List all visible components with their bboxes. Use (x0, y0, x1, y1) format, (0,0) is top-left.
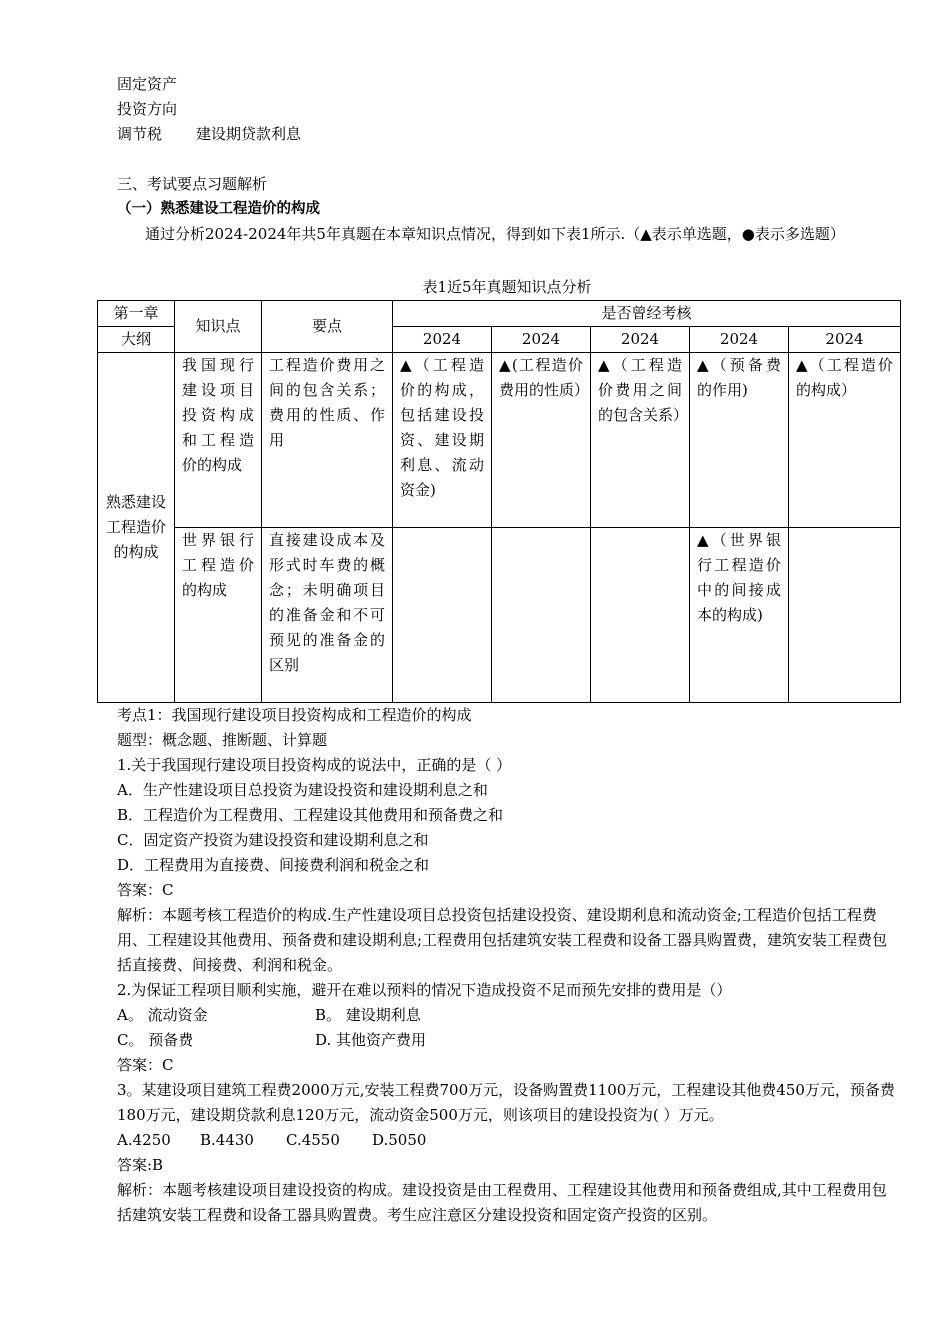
row-year-cell: ▲（工程造价的构成） (789, 353, 901, 528)
row-year-cell (591, 528, 690, 703)
q1-option: D．工程费用为直接费、间接费利润和税金之和 (117, 856, 430, 874)
q2-options-row (117, 1028, 897, 1053)
text-line: 固定资产 (117, 75, 178, 93)
q1-option: B．工程造价为工程费用、工程建设其他费用和预备费之和 (117, 806, 504, 824)
row-year-cell (393, 528, 492, 703)
row-year-cell: ▲（预备费的作用) (690, 353, 789, 528)
row-key-points: 工程造价费用之间的包含关系；费用的性质、作用 (262, 353, 393, 528)
header-year: 2024 (492, 327, 591, 353)
row-knowledge: 我国现行建设项目投资构成和工程造价的构成 (175, 353, 262, 528)
row-knowledge: 世界银行工程造价的构成 (175, 528, 262, 703)
tax-line-left: 调节税 (117, 125, 163, 143)
q3-stem: 3。某建设项目建筑工程费2000万元,安装工程费700万元，设备购置费1100万元，工程建设其他费450万元，预备费180万元，建设期贷款利息120万元，流动资金500万元，则该项目的建设投资为( ）万元。 (117, 1081, 895, 1124)
table-caption: 表1近5年真题知识点分析 (422, 278, 592, 296)
subsection-title: （一）熟悉建设工程造价的构成 (117, 201, 320, 217)
intro-paragraph: 通过分析2024-2024年共5年真题在本章知识点情况，得到如下表1所示.（▲表示单选题，●表示多选题） (145, 225, 845, 243)
q2-option: A。 流动资金 (117, 1006, 208, 1024)
q2-option: D. 其他资产费用 (315, 1031, 427, 1049)
tax-line-right: 建设期贷款利息 (196, 125, 302, 143)
outline-cell: 熟悉建设工程造价的构成 (98, 353, 175, 703)
q3-options-row (117, 1128, 897, 1153)
q1-stem: 1.关于我国现行建设项目投资构成的说法中，正确的是（ ） (117, 756, 512, 774)
row-year-cell: ▲（世界银行工程造价中的间接成本的构成) (690, 528, 789, 703)
section-title: 三、考试要点习题解析 (117, 175, 268, 193)
exam-point: 考点1：我国现行建设项目投资构成和工程造价的构成 (117, 706, 472, 724)
q3-answer: 答案:B (117, 1156, 164, 1174)
row-year-cell (789, 528, 901, 703)
q2-options-row (117, 1003, 897, 1028)
header-year: 2024 (789, 327, 901, 353)
row-year-cell (492, 528, 591, 703)
row-key-points: 直接建设成本及形式时车费的概念；未明确项目的准备金和不可预见的准备金的区别 (262, 528, 393, 703)
knowledge-table (97, 300, 901, 703)
q1-analysis: 解析：本题考核工程造价的构成.生产性建设项目总投资包括建设投资、建设期利息和流动资金;工程造价包括工程费用、工程建设其他费用、预备费和建设期利息;工程费用包括建筑安装工程费和设备工器具购置费，建筑安装工程费包括直接费、间接费、利润和税金。 (117, 906, 888, 974)
row-year-cell: ▲(工程造价费用的性质） (492, 353, 591, 528)
q3-analysis: 解析：本题考核建设项目建设投资的构成。建设投资是由工程费用、工程建设其他费用和预备费组成,其中工程费用包括建筑安装工程费和设备工器具购置费。考生应注意区分建设投资和固定资产投资的区别。 (117, 1181, 887, 1224)
header-knowledge: 知识点 (175, 301, 262, 353)
row-year-cell: ▲（工程造价的构成，包括建设投资、建设期利息、流动资金) (393, 353, 492, 528)
header-year: 2024 (393, 327, 492, 353)
q2-option: C。 预备费 (117, 1031, 194, 1049)
q1-option: C．固定资产投资为建设投资和建设期利息之和 (117, 831, 429, 849)
header-chapter: 第一章 (98, 301, 175, 327)
q1-answer: 答案：C (117, 881, 174, 899)
header-year: 2024 (690, 327, 789, 353)
tax-line (117, 122, 897, 147)
q2-option: B。 建设期利息 (315, 1006, 421, 1024)
q3-option: D.5050 (372, 1131, 427, 1149)
header-outline: 大纲 (98, 327, 175, 353)
text-line: 投资方向 (117, 100, 178, 118)
q3-option: C.4550 (286, 1131, 340, 1149)
q2-answer: 答案：C (117, 1056, 174, 1074)
header-key-points: 要点 (262, 301, 393, 353)
row-year-cell: ▲（工程造价费用之间的包含关系） (591, 353, 690, 528)
q1-option: A．生产性建设项目总投资为建设投资和建设期利息之和 (117, 781, 488, 799)
q3-option: B.4430 (200, 1131, 254, 1149)
document-page (105, 72, 897, 1228)
header-year: 2024 (591, 327, 690, 353)
q3-option: A.4250 (117, 1131, 171, 1149)
question-types: 题型：概念题、推断题、计算题 (117, 731, 328, 749)
q2-stem: 2.为保证工程项目顺利实施，避开在难以预料的情况下造成投资不足而预先安排的费用是（） (117, 981, 732, 999)
header-tested: 是否曾经考核 (393, 301, 901, 327)
